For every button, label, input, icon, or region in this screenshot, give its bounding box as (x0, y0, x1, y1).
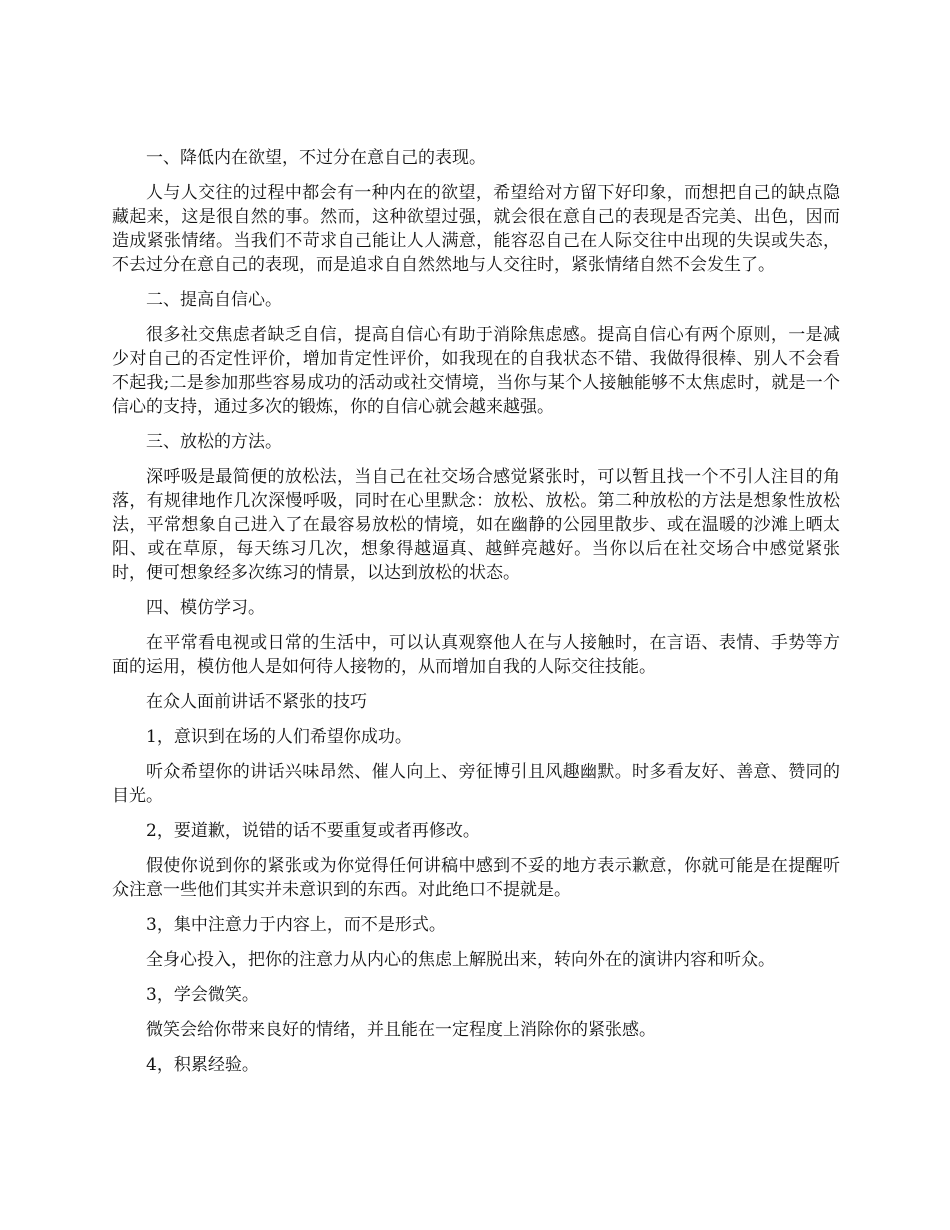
heading-relaxation: 三、放松的方法。 (146, 432, 282, 452)
document-body (112, 146, 840, 1088)
heading-imitation: 四、模仿学习。 (146, 598, 265, 618)
tip-2-body: 假使你说到你的紧张或为你觉得任何讲稿中感到不妥的地方表示歉意，你就可能是在提醒听众注意一些他们其实并未意识到的东西。对此绝口不提就是。 (112, 856, 840, 900)
tip-3-title: 3，集中注意力于内容上，而不是形式。 (146, 915, 446, 935)
tip-3-body: 全身心投入，把你的注意力从内心的焦虑上解脱出来，转向外在的演讲内容和听众。 (146, 950, 775, 970)
tip-1-body: 听众希望你的讲话兴味昂然、催人向上、旁征博引且风趣幽默。时多看友好、善意、赞同的目光。 (112, 762, 840, 806)
tip-1-title: 1，意识到在场的人们希望你成功。 (146, 727, 412, 747)
paragraph-lower-desire: 人与人交往的过程中都会有一种内在的欲望，希望给对方留下好印象，而想把自己的缺点隐藏起来，这是很自然的事。然而，这种欲望过强，就会很在意自己的表现是否完美、出色，因而造成紧张情绪。当我们不苛求自己能让人人满意，能容忍自己在人际交往中出现的失误或失态，不去过分在意自己的表现，而是追求自自然然地与人交往时，紧张情绪自然不会发生了。 (112, 183, 840, 275)
heading-confidence: 二、提高自信心。 (146, 290, 282, 310)
tip-smile-body: 微笑会给你带来良好的情绪，并且能在一定程度上消除你的紧张感。 (146, 1020, 656, 1040)
tip-2-title: 2，要道歉，说错的话不要重复或者再修改。 (146, 821, 480, 841)
paragraph-imitation: 在平常看电视或日常的生活中，可以认真观察他人在与人接触时，在言语、表情、手势等方面的运用，模仿他人是如何待人接物的，从而增加自我的人际交往技能。 (112, 633, 840, 677)
paragraph-confidence: 很多社交焦虑者缺乏自信，提高自信心有助于消除焦虑感。提高自信心有两个原则，一是减少对自己的否定性评价，增加肯定性评价，如我现在的自我状态不错、我做得很棒、别人不会看不起我;二是参加那些容易成功的活动或社交情境，当你与某个人接触能够不太焦虑时，就是一个信心的支持，通过多次的锻炼，你的自信心就会越来越强。 (112, 325, 840, 417)
paragraph-relaxation: 深呼吸是最简便的放松法，当自己在社交场合感觉紧张时，可以暂且找一个不引人注目的角落，有规律地作几次深慢呼吸，同时在心里默念：放松、放松。第二种放松的方法是想象性放松法，平常想象自己进入了在最容易放松的情境，如在幽静的公园里散步、或在温暖的沙滩上晒太阳、或在草原，每天练习几次，想象得越逼真、越鲜亮越好。当你以后在社交场合中感觉紧张时，便可想象经多次练习的情景，以达到放松的状态。 (112, 467, 840, 583)
heading-lower-desire: 一、降低内在欲望，不过分在意自己的表现。 (146, 148, 486, 168)
section-title-public-speaking: 在众人面前讲话不紧张的技巧 (146, 692, 367, 712)
tip-4-title: 4，积累经验。 (146, 1055, 259, 1075)
tip-smile-title: 3，学会微笑。 (146, 985, 259, 1005)
